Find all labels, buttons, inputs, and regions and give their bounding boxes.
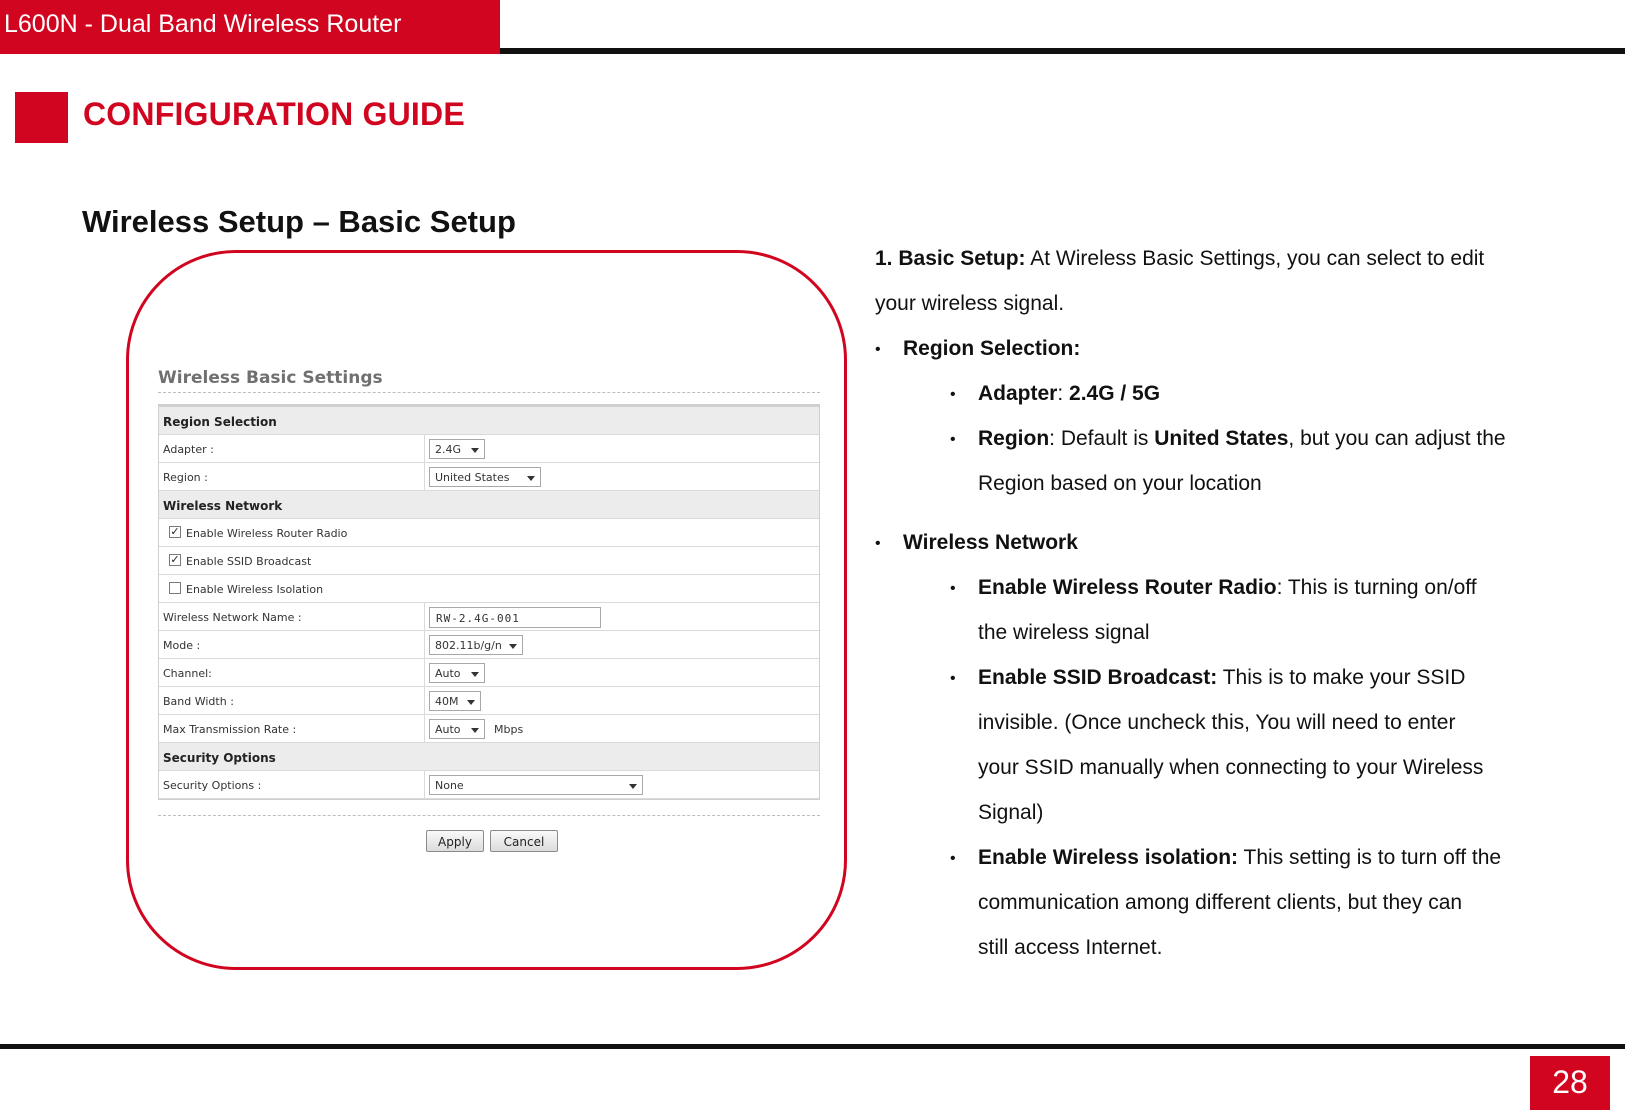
channel-select[interactable] — [429, 663, 485, 683]
bandwidth-label: Band Width : — [163, 695, 234, 708]
mode-row — [159, 631, 819, 659]
rate-row — [159, 715, 819, 743]
channel-label: Channel: — [163, 667, 212, 680]
region-heading — [903, 337, 1080, 361]
region-line — [978, 427, 1506, 451]
section-label: Region Selection — [163, 415, 277, 429]
cancel-button[interactable]: Cancel — [490, 830, 558, 852]
footer-rule — [0, 1044, 1625, 1049]
ssid-label: Wireless Network Name : — [163, 611, 302, 624]
chevron-down-icon — [471, 448, 479, 453]
chevron-down-icon — [509, 644, 517, 649]
mode-value: 802.11b/g/n — [435, 639, 502, 652]
security-value: None — [435, 779, 464, 792]
adapter-cell — [424, 435, 819, 462]
region-text-1: : Default is — [1049, 427, 1155, 450]
enable-isolation-checkbox[interactable] — [169, 582, 181, 594]
radio-row — [159, 519, 819, 547]
isolation-row — [159, 575, 819, 603]
region-row — [159, 463, 819, 491]
isolation-term: Enable Wireless isolation: — [978, 846, 1239, 869]
region-text-2: , but you can adjust the — [1288, 427, 1506, 450]
enable-radio-checkbox[interactable]: ✓ — [170, 525, 180, 538]
channel-row — [159, 659, 819, 687]
adapter-sep: : — [1057, 382, 1070, 405]
radio-line — [978, 576, 1477, 600]
bullet-icon: • — [875, 535, 881, 552]
bullet-icon: • — [875, 341, 881, 358]
header-rule — [500, 48, 1625, 54]
region-select[interactable] — [429, 467, 541, 487]
adapter-term: Adapter — [978, 382, 1058, 405]
chevron-down-icon — [467, 700, 475, 705]
ssid-broadcast-row — [159, 547, 819, 575]
radio-term: Enable Wireless Router Radio — [978, 576, 1277, 599]
isolation-line-2: communication among different clients, but they can — [978, 891, 1463, 914]
bandwidth-row — [159, 687, 819, 715]
header-tab — [0, 0, 500, 54]
enable-ssid-broadcast-checkbox[interactable]: ✓ — [170, 553, 180, 566]
bandwidth-cell — [424, 687, 819, 714]
intro-line — [875, 247, 1484, 271]
radio-text: : This is turning on/off — [1276, 576, 1477, 599]
ssid-input[interactable]: RW-2.4G-001 — [429, 607, 601, 628]
bullet-icon: • — [950, 670, 956, 687]
channel-cell — [424, 659, 819, 686]
rate-value: Auto — [435, 723, 461, 736]
ssid-row — [159, 603, 819, 631]
rate-unit: Mbps — [494, 723, 524, 736]
intro-bold: 1. Basic Setup: — [875, 247, 1026, 270]
rate-select[interactable] — [429, 719, 485, 739]
ssid-line-4: Signal) — [978, 801, 1044, 824]
chevron-down-icon — [629, 784, 637, 789]
guide-title: CONFIGURATION GUIDE — [83, 96, 465, 132]
region-cell — [424, 463, 819, 490]
section-security-options — [159, 743, 819, 771]
security-select[interactable] — [429, 775, 643, 795]
enable-isolation-label: Enable Wireless Isolation — [186, 583, 324, 596]
ssid-line-3: your SSID manually when connecting to your Wireless — [978, 756, 1484, 779]
divider — [158, 815, 820, 816]
wireless-basic-settings-panel — [158, 368, 820, 858]
channel-value: Auto — [435, 667, 461, 680]
panel-title: Wireless Basic Settings — [158, 368, 383, 388]
mode-select[interactable] — [429, 635, 523, 655]
isolation-line — [978, 846, 1501, 870]
intro-line-2: your wireless signal. — [875, 292, 1065, 315]
section-region-selection — [159, 407, 819, 435]
bandwidth-value: 40M — [435, 695, 459, 708]
network-heading-text: Wireless Network — [903, 531, 1078, 554]
apply-button[interactable]: Apply — [426, 830, 484, 852]
bullet-icon: • — [950, 850, 956, 867]
bullet-icon: • — [950, 580, 956, 597]
rate-label: Max Transmission Rate : — [163, 723, 297, 736]
adapter-value: 2.4G — [435, 443, 462, 456]
bullet-icon: • — [950, 431, 956, 448]
isolation-text: This setting is to turn off the — [1238, 846, 1502, 869]
ssid-line — [978, 666, 1465, 690]
chevron-down-icon — [527, 476, 535, 481]
adapter-label: Adapter : — [163, 443, 214, 456]
chevron-down-icon — [471, 728, 479, 733]
section-wireless-network — [159, 491, 819, 519]
intro-text: At Wireless Basic Settings, you can select to edit — [1025, 247, 1485, 270]
rate-cell — [424, 715, 819, 742]
security-cell — [424, 771, 819, 798]
enable-ssid-broadcast-label: Enable SSID Broadcast — [186, 555, 312, 568]
region-line-2: Region based on your location — [978, 472, 1262, 495]
region-value: United States — [435, 471, 510, 484]
ssid-cell — [424, 603, 819, 630]
enable-radio-label: Enable Wireless Router Radio — [186, 527, 348, 540]
divider — [158, 392, 820, 393]
adapter-select[interactable] — [429, 439, 485, 459]
region-heading-text: Region Selection: — [903, 337, 1081, 360]
page-number: 28 — [1530, 1056, 1610, 1110]
guide-marker — [15, 92, 68, 143]
document-title: L600N - Dual Band Wireless Router — [4, 10, 402, 38]
network-heading — [903, 531, 1078, 555]
region-label: Region : — [163, 471, 208, 484]
adapter-line — [978, 382, 1160, 406]
adapter-row — [159, 435, 819, 463]
ssid-line-2: invisible. (Once uncheck this, You will need to enter — [978, 711, 1456, 734]
adapter-values: 2.4G / 5G — [1069, 382, 1161, 405]
security-label: Security Options : — [163, 779, 262, 792]
security-row — [159, 771, 819, 799]
mode-cell — [424, 631, 819, 658]
bullet-icon: • — [950, 386, 956, 403]
bandwidth-select[interactable] — [429, 691, 481, 711]
chevron-down-icon — [471, 672, 479, 677]
page-heading: Wireless Setup – Basic Setup — [82, 204, 516, 239]
mode-label: Mode : — [163, 639, 201, 652]
ssid-text: This is to make your SSID — [1217, 666, 1466, 689]
region-term: Region — [978, 427, 1050, 450]
section-label: Wireless Network — [163, 499, 283, 513]
region-default: United States — [1154, 427, 1289, 450]
settings-table — [158, 404, 820, 800]
section-label: Security Options — [163, 751, 276, 765]
radio-line-2: the wireless signal — [978, 621, 1150, 644]
isolation-line-3: still access Internet. — [978, 936, 1163, 959]
ssid-term: Enable SSID Broadcast: — [978, 666, 1218, 689]
